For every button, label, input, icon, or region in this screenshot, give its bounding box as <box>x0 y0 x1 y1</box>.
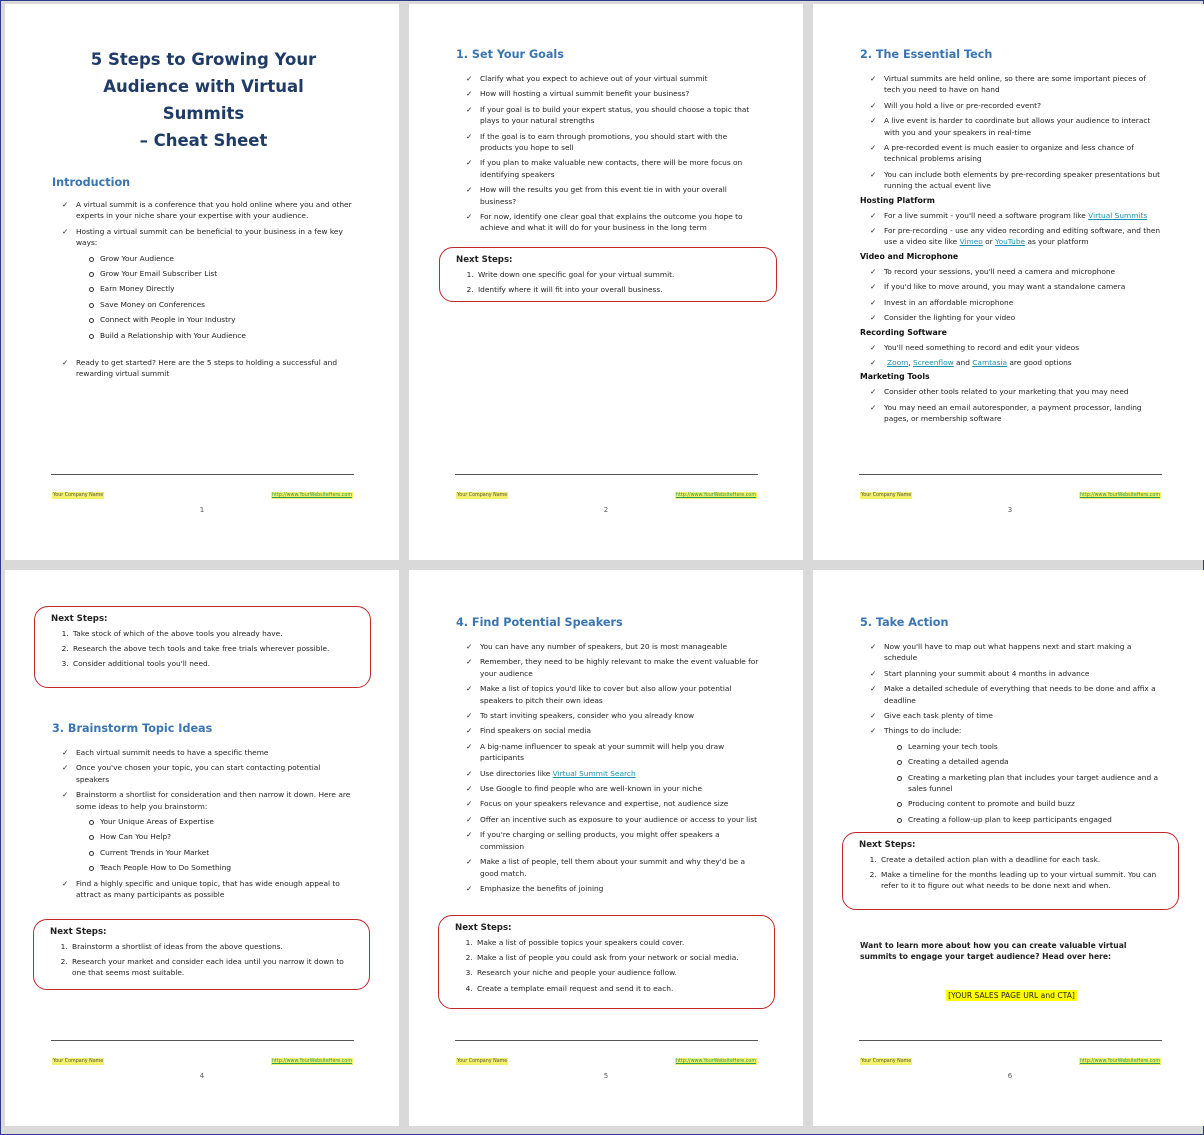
list-item: ✓ If your goal is to build your expert status, you should choose a topic that plays to your natural strengths <box>456 104 759 127</box>
cta-placeholder: [YOUR SALES PAGE URL and CTA] <box>948 990 1075 1000</box>
list-item: ✓ Focus on your speakers relevance and expertise, not audience size <box>456 798 759 809</box>
virtual-summits-link[interactable]: Virtual Summits <box>1088 210 1148 220</box>
list-item: ✓ Find a highly specific and unique topic, that has wide enough appeal to attract as many participants as possible <box>52 878 355 901</box>
list-item: ✓ Use directories like Virtual Summit Search <box>456 768 759 779</box>
list-item: ✓ To record your sessions, you'll need a camera and microphone <box>860 266 1163 277</box>
youtube-link[interactable]: YouTube <box>995 237 1026 247</box>
sublist-item: Save Money on Conferences <box>52 299 355 310</box>
list-item: ✓ To start inviting speakers, consider who you already know <box>456 710 759 721</box>
next-steps-box <box>33 919 370 990</box>
list-item: ✓ Will you hold a live or pre-recorded event? <box>860 100 1163 111</box>
footer-rule <box>859 474 1162 475</box>
list-item: ✓ Once you've chosen your topic, you can start contacting potential speakers <box>52 762 355 785</box>
next-steps-title: Next Steps: <box>859 840 916 850</box>
brainstorm-list <box>52 747 355 900</box>
footer-rule <box>51 474 354 475</box>
recording-list <box>860 342 1163 369</box>
list-item: ✓ Give each task plenty of time <box>860 710 1163 721</box>
page-1 <box>5 4 399 560</box>
next-steps-box <box>842 832 1179 910</box>
page-4 <box>5 570 399 1126</box>
list-item: ✓ A big-name influencer to speak at your summit will help you draw participants <box>456 741 759 764</box>
list-item: ✓ A virtual summit is a conference that you hold online where you and other experts in your niche share your expertise with your audience. <box>52 199 355 222</box>
next-steps-list <box>51 628 356 670</box>
next-steps-list <box>456 269 762 295</box>
sublist-item: Teach People How to Do Something <box>52 862 355 873</box>
footer-company: Your Company Name <box>457 1059 508 1064</box>
camtasia-link[interactable]: Camtasia <box>972 357 1008 367</box>
next-steps-box <box>439 247 777 302</box>
next-steps-title: Next Steps: <box>456 255 513 265</box>
list-item: ✓ For now, identify one clear goal that explains the outcome you hope to achieve and what it will do for your business in the long term <box>456 211 759 234</box>
footer-company: Your Company Name <box>861 493 912 498</box>
list-item: ✓ Now you'll have to map out what happens next and start making a schedule <box>860 641 1163 664</box>
list-item: 2. Make a timeline for the months leading up to your virtual summit. You can refer to it to figure out what needs to be done next and when. <box>879 869 1164 891</box>
list-item: ✓ Zoom, Screenflow and Camtasia are good options <box>860 357 1163 368</box>
footer-company: Your Company Name <box>53 493 104 498</box>
subheading-recording-software: Recording Software <box>860 327 947 337</box>
footer-url-link[interactable]: http://www.YourWebsiteHere.com <box>675 493 756 498</box>
list-item: ✓ You'll need something to record and edit your videos <box>860 342 1163 353</box>
benefits-sublist <box>52 253 355 341</box>
footer-rule <box>455 474 758 475</box>
footer-url-link[interactable]: http://www.YourWebsiteHere.com <box>1079 1059 1160 1064</box>
sublist-item: Connect with People in Your Industry <box>52 314 355 325</box>
list-item: 2. Make a list of people you could ask from your network or social media. <box>475 952 760 963</box>
footer-company: Your Company Name <box>457 493 508 498</box>
list-item: 3. Research your niche and people your audience follow. <box>475 967 760 978</box>
list-item: ✓ Start planning your summit about 4 months in advance <box>860 668 1163 679</box>
goals-list <box>456 73 759 234</box>
footer-rule <box>455 1040 758 1041</box>
list-item: ✓ Find speakers on social media <box>456 725 759 736</box>
list-item: ✓ Brainstorm a shortlist for consideration and then narrow it down. Here are some ideas to help you brainstorm: Your Unique Areas of Expertise How Can You Help? Current Trends in Your Market Teach People How to Do Something <box>52 789 355 873</box>
list-item: ✓ Things to do include: Learning your tech tools Creating a detailed agenda Creating a marketing plan that includes your target audience and a sales funnel Producing content to promote and build buzz Creating a follow-up plan to keep participants engaged <box>860 725 1163 825</box>
list-item: ✓ How will the results you get from this event tie in with your overall business? <box>456 184 759 207</box>
section-heading-set-goals: 1. Set Your Goals <box>456 48 564 61</box>
list-item: ✓ Consider the lighting for your video <box>860 312 1163 323</box>
page-6 <box>813 570 1204 1126</box>
document-title: 5 Steps to Growing Your Audience with Virtual Summits <box>90 50 317 123</box>
hosting-list <box>860 210 1163 248</box>
cta-text: Want to learn more about how you can create valuable virtual summits to engage your target audience? Head over here: <box>860 941 1127 962</box>
section-heading-essential-tech: 2. The Essential Tech <box>860 48 993 61</box>
list-item: ✓ A live event is harder to coordinate but allows your audience to interact with you and your speakers in real-time <box>860 115 1163 138</box>
next-steps-title: Next Steps: <box>455 923 512 933</box>
action-list <box>860 641 1163 825</box>
list-item: ✓ You can include both elements by pre-recording speaker presentations but running the actual event live <box>860 169 1163 192</box>
virtual-summit-search-link[interactable]: Virtual Summit Search <box>552 768 636 778</box>
list-item: 3. Consider additional tools you'll need. <box>71 658 356 669</box>
list-item: ✓ Make a detailed schedule of everything that needs to be done and affix a deadline <box>860 683 1163 706</box>
list-item: ✓ Invest in an affordable microphone <box>860 297 1163 308</box>
list-item: 2. Research the above tech tools and take free trials wherever possible. <box>71 643 356 654</box>
sublist-item: Grow Your Email Subscriber List <box>52 268 355 279</box>
footer-company: Your Company Name <box>53 1059 104 1064</box>
page-3 <box>813 4 1204 560</box>
section-heading-introduction: Introduction <box>52 176 131 189</box>
list-item: ✓ Use Google to find people who are well-known in your niche <box>456 783 759 794</box>
sublist-item: Creating a detailed agenda <box>860 756 1163 767</box>
list-item: ✓ For pre-recording - use any video recording and editing software, and then use a video site like Vimeo or YouTube as your platform <box>860 225 1163 248</box>
zoom-link[interactable]: Zoom <box>887 357 909 367</box>
sublist-item: Earn Money Directly <box>52 283 355 294</box>
list-item: ✓ Remember, they need to be highly relevant to make the event valuable for your audience <box>456 656 759 679</box>
page-2 <box>409 4 803 560</box>
page-number: 5 <box>603 1072 609 1080</box>
list-item: ✓ For a live summit - you'll need a software program like Virtual Summits <box>860 210 1163 221</box>
list-item: 1. Create a detailed action plan with a deadline for each task. <box>879 854 1164 865</box>
page-number: 4 <box>199 1072 205 1080</box>
sublist-item: Producing content to promote and build buzz <box>860 798 1163 809</box>
sublist-item: Build a Relationship with Your Audience <box>52 330 355 341</box>
footer-company: Your Company Name <box>861 1059 912 1064</box>
list-item: 1. Take stock of which of the above tools you already have. <box>71 628 356 639</box>
footer-rule <box>51 1040 354 1041</box>
footer-url-link[interactable]: http://www.YourWebsiteHere.com <box>1079 493 1160 498</box>
sublist-item: Learning your tech tools <box>860 741 1163 752</box>
next-steps-list <box>50 941 355 979</box>
sublist-item: Grow Your Audience <box>52 253 355 264</box>
vimeo-link[interactable]: Vimeo <box>959 237 983 247</box>
screenflow-link[interactable]: Screenflow <box>913 357 954 367</box>
list-item: ✓ Hosting a virtual summit can be beneficial to your business in a few key ways: Grow Your Audience Grow Your Email Subscriber List Earn Money Directly Save Money on Conferences Connect with People in Your Industry Build a Relationship with Your Audience <box>52 226 355 341</box>
speakers-list <box>456 641 759 894</box>
list-item: ✓ Offer an incentive such as exposure to your audience or access to your list <box>456 814 759 825</box>
intro-list <box>52 199 355 380</box>
list-item: ✓ If the goal is to earn through promotions, you should start with the products you hope to sell <box>456 131 759 154</box>
list-item: ✓ You can have any number of speakers, but 20 is most manageable <box>456 641 759 652</box>
page-number: 6 <box>1007 1072 1013 1080</box>
tech-list <box>860 73 1163 192</box>
video-list <box>860 266 1163 324</box>
footer-url-link[interactable]: http://www.YourWebsiteHere.com <box>271 493 352 498</box>
sublist-item: Your Unique Areas of Expertise <box>52 816 355 827</box>
list-item: 1. Brainstorm a shortlist of ideas from the above questions. <box>70 941 355 952</box>
section-heading-take-action: 5. Take Action <box>860 616 949 629</box>
list-item: ✓ A pre-recorded event is much easier to organize and less chance of technical problems arising <box>860 142 1163 165</box>
next-steps-box <box>438 915 775 1009</box>
footer-url-link[interactable]: http://www.YourWebsiteHere.com <box>675 1059 756 1064</box>
list-item: ✓ If you plan to make valuable new contacts, there will be more focus on identifying speakers <box>456 157 759 180</box>
list-item: 2. Identify where it will fit into your overall business. <box>476 284 762 295</box>
page-number: 1 <box>199 506 205 514</box>
list-item: ✓ How will hosting a virtual summit benefit your business? <box>456 88 759 99</box>
list-item: ✓ Clarify what you expect to achieve out of your virtual summit <box>456 73 759 84</box>
list-item: ✓ You may need an email autoresponder, a payment processor, landing pages, or membership software <box>860 402 1163 425</box>
next-steps-list <box>859 854 1164 892</box>
footer-rule <box>859 1040 1162 1041</box>
list-item: ✓ Make a list of topics you'd like to cover but also allow your potential speakers to pitch their own ideas <box>456 683 759 706</box>
list-item: ✓ Emphasize the benefits of joining <box>456 883 759 894</box>
footer-url-link[interactable]: http://www.YourWebsiteHere.com <box>271 1059 352 1064</box>
page-5 <box>409 570 803 1126</box>
subheading-video-microphone: Video and Microphone <box>860 251 959 261</box>
sublist-item: Creating a follow-up plan to keep participants engaged <box>860 814 1163 825</box>
list-item: ✓ Each virtual summit needs to have a specific theme <box>52 747 355 758</box>
next-steps-box <box>34 606 371 688</box>
list-item: ✓ Make a list of people, tell them about your summit and why they'd be a good match. <box>456 856 759 879</box>
list-item: ✓ Consider other tools related to your marketing that you may need <box>860 386 1163 397</box>
document-subtitle: – Cheat Sheet <box>139 131 268 150</box>
section-heading-brainstorm: 3. Brainstorm Topic Ideas <box>52 722 213 735</box>
ideas-sublist <box>52 816 355 874</box>
next-steps-list <box>455 937 760 994</box>
list-item: ✓ If you're charging or selling products, you might offer speakers a commission <box>456 829 759 852</box>
subheading-hosting-platform: Hosting Platform <box>860 195 935 205</box>
subheading-marketing-tools: Marketing Tools <box>860 372 930 382</box>
sublist-item: How Can You Help? <box>52 831 355 842</box>
list-item: 1. Write down one specific goal for your virtual summit. <box>476 269 762 280</box>
page-number: 2 <box>603 506 609 514</box>
list-item: ✓ If you'd like to move around, you may want a standalone camera <box>860 281 1163 292</box>
section-heading-find-speakers: 4. Find Potential Speakers <box>456 616 623 629</box>
list-item: 1. Make a list of possible topics your speakers could cover. <box>475 937 760 948</box>
page-number: 3 <box>1007 506 1013 514</box>
todo-sublist <box>860 741 1163 825</box>
list-item: ✓ Virtual summits are held online, so there are some important pieces of tech you need to have on hand <box>860 73 1163 96</box>
list-item: ✓ Ready to get started? Here are the 5 steps to holding a successful and rewarding virtual summit <box>52 357 355 380</box>
next-steps-title: Next Steps: <box>51 614 108 624</box>
sublist-item: Current Trends in Your Market <box>52 847 355 858</box>
list-item: 4. Create a template email request and send it to each. <box>475 983 760 994</box>
sublist-item: Creating a marketing plan that includes your target audience and a sales funnel <box>860 772 1163 795</box>
next-steps-title: Next Steps: <box>50 927 107 937</box>
list-item: 2. Research your market and consider each idea until you narrow it down to one that seems most suitable. <box>70 956 355 978</box>
marketing-list <box>860 386 1163 424</box>
